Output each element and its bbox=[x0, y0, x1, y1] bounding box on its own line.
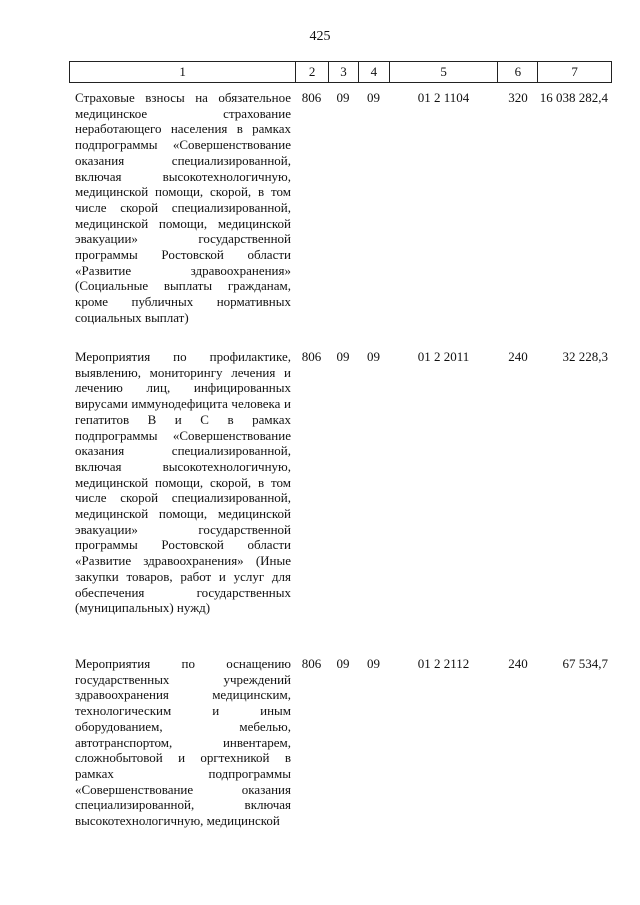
table-header bbox=[69, 61, 612, 83]
row-description: Мероприятия по оснащению государственных учреждений здравоохранения медицинским, технологическим и иным оборудованием, мебелью, автотранспортом, инвентарем, сложнобытовой и оргтехникой в рамках подпрограммы «Совершенствование оказания специализированной, включая высокотехнологичную, медицинской bbox=[75, 656, 291, 829]
row-ministry-code: 806 bbox=[301, 656, 322, 671]
row-target-article: 01 2 2112 bbox=[417, 656, 470, 671]
header-col-5: 5 bbox=[389, 62, 498, 82]
row-target-article: 01 2 2011 bbox=[417, 349, 470, 364]
row-subsection-code: 09 bbox=[367, 656, 380, 671]
row-target-article: 01 2 1104 bbox=[417, 90, 470, 105]
row-expense-type: 320 bbox=[508, 90, 528, 105]
row-subsection-code: 09 bbox=[367, 349, 380, 364]
row-amount: 32 228,3 bbox=[562, 349, 608, 364]
row-description: Мероприятия по профилактике, выявлению, мониторингу лечения и лечению лиц, инфицированных вирусами иммунодефицита человека и гепатитов B и C в рамках подпрограммы «Совершенствование оказания специализированной, включая высокотехнологичную, медицинской помощи, скорой, в том числе скорой специализированной, медицинской помощи, медицинской эвакуации» государственной программы Ростовской области «Развитие здравоохранения» (Иные закупки товаров, работ и услуг для обеспечения государственных (муниципальных) нужд) bbox=[75, 349, 291, 616]
row-ministry-code: 806 bbox=[301, 349, 322, 364]
row-expense-type: 240 bbox=[508, 349, 528, 364]
row-description: Страховые взносы на обязательное медицинское страхование неработающего населения в рамках подпрограммы «Совершенствование оказания специализированной, включая высокотехнологичную, медицинской помощи, скорой, в том числе скорой специализированной, медицинской помощи, медицинской эвакуации» государственной программы Ростовской области «Развитие здравоохранения» (Социальные выплаты гражданам, кроме публичных нормативных социальных выплат) bbox=[75, 90, 291, 325]
header-col-4: 4 bbox=[358, 62, 389, 82]
header-col-3: 3 bbox=[328, 62, 358, 82]
row-ministry-code: 806 bbox=[301, 90, 322, 105]
row-subsection-code: 09 bbox=[367, 90, 380, 105]
header-col-1: 1 bbox=[179, 64, 186, 79]
header-col-2: 2 bbox=[295, 62, 328, 82]
row-section-code: 09 bbox=[336, 90, 350, 105]
row-section-code: 09 bbox=[336, 656, 350, 671]
header-col-7: 7 bbox=[537, 62, 611, 82]
header-col-6: 6 bbox=[497, 62, 537, 82]
row-expense-type: 240 bbox=[508, 656, 528, 671]
row-amount: 16 038 282,4 bbox=[539, 90, 608, 105]
row-section-code: 09 bbox=[336, 349, 350, 364]
row-amount: 67 534,7 bbox=[562, 656, 608, 671]
page-number: 425 bbox=[309, 29, 331, 44]
